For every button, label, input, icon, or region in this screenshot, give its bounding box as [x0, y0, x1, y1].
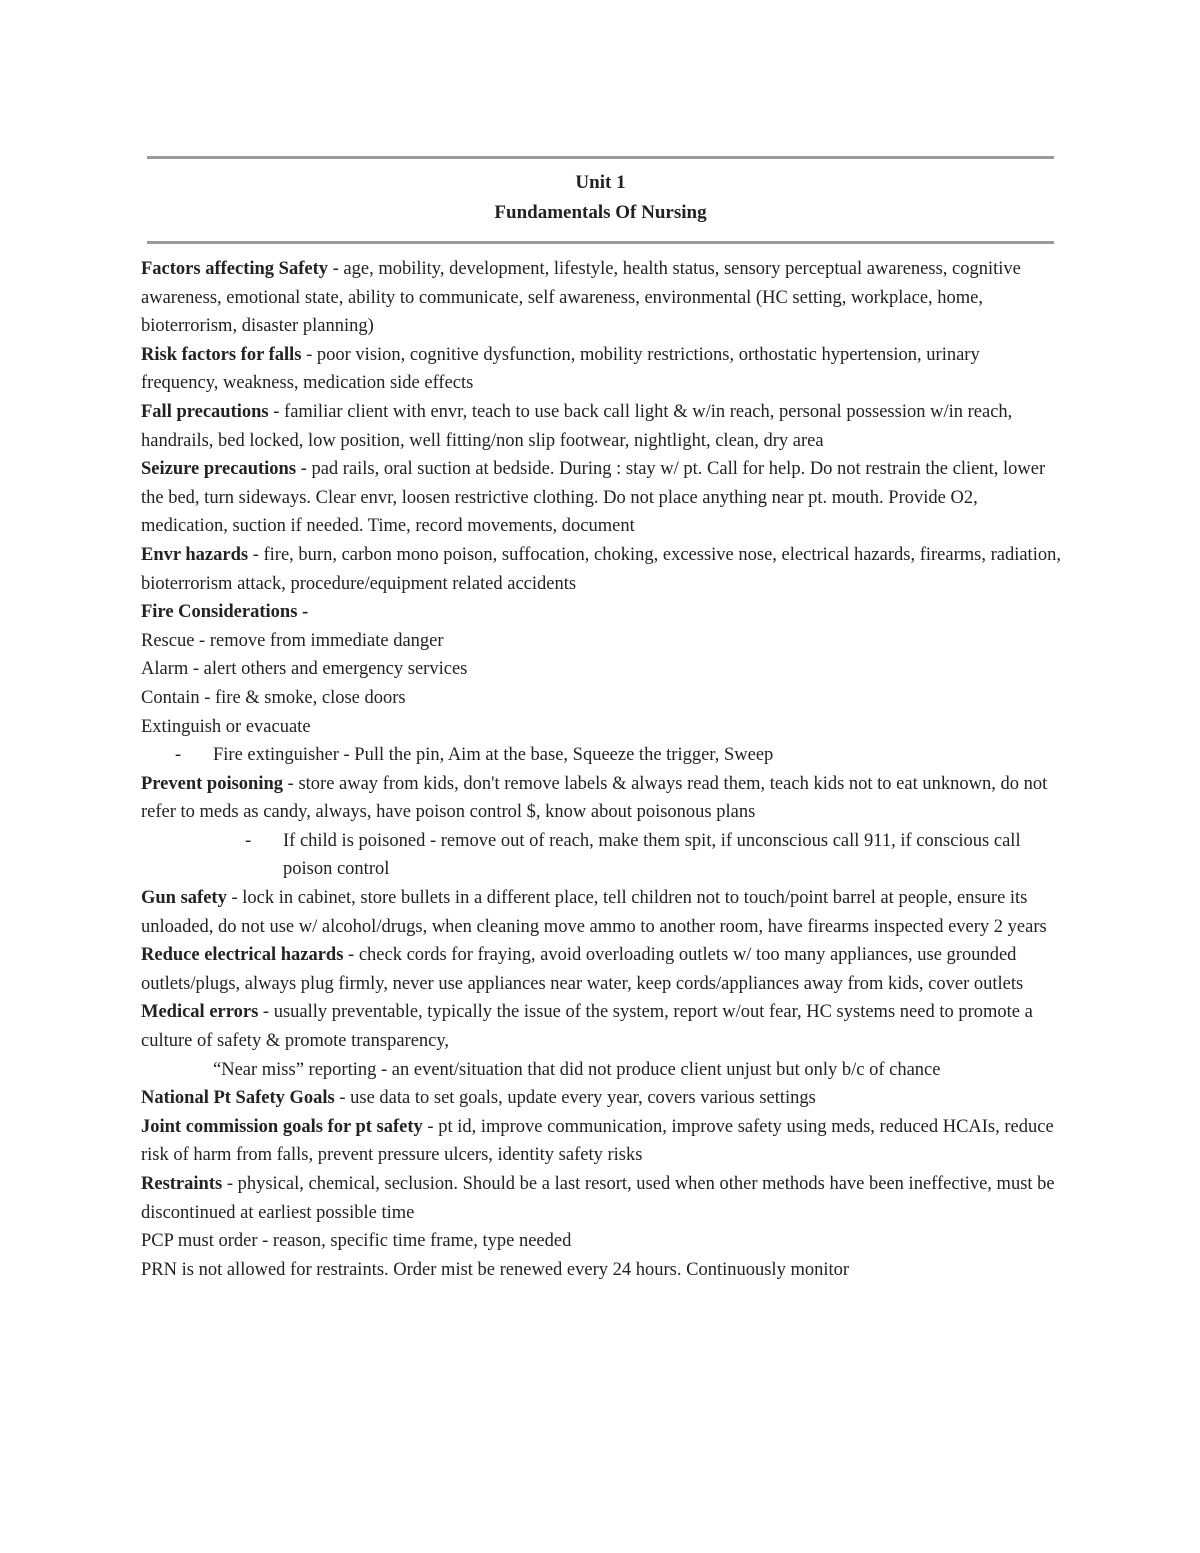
section-text: - store away from kids, don't remove labels & always read them, teach kids not to eat unknown, do not refer to meds as candy, always, have poison control $, know about poisonous plans	[141, 773, 1048, 823]
course-title: Fundamentals Of Nursing	[494, 202, 707, 223]
section-prevent-poisoning	[141, 770, 1061, 827]
section-term: Gun safety	[141, 888, 227, 909]
bullet-text: If child is poisoned - remove out of reach, make them spit, if unconscious call 911, if conscious call poison control	[283, 830, 1021, 880]
section-term: Prevent poisoning	[141, 773, 284, 794]
section-fire-considerations	[141, 598, 1061, 627]
bullet-text: Fire extinguisher - Pull the pin, Aim at the base, Squeeze the trigger, Sweep	[213, 745, 774, 766]
section-term: Joint commission goals for pt safety	[141, 1116, 423, 1137]
section-text: - check cords for fraying, avoid overloading outlets w/ too many appliances, use grounded outlets/plugs, always plug firmly, never use appliances near water, keep cords/appliances away from kids, cover outlets	[141, 945, 1024, 994]
near-miss-line: “Near miss” reporting - an event/situation that did not produce client unjust but only b/c of chance	[213, 1059, 941, 1080]
section-term: Medical errors	[141, 1002, 259, 1023]
section-term: Fire Considerations -	[141, 602, 309, 623]
bottom-divider	[147, 241, 1054, 244]
section-restraints	[141, 1170, 1061, 1227]
section-term: National Pt Safety Goals	[141, 1088, 335, 1109]
section-national-goals	[141, 1084, 1061, 1113]
section-text: - pad rails, oral suction at bedside. During : stay w/ pt. Call for help. Do not restrain the client, lower the bed, turn sideways. Clear envr, loosen restrictive clothing. Do not place anything near pt. mouth. Provide O2, medication, suction if needed. Time, record movements, document	[141, 459, 1046, 537]
section-text: - age, mobility, development, lifestyle, health status, sensory perceptual awareness, cognitive awareness, emotional state, ability to communicate, self awareness, environmental (HC setting, workplace, home, bioterrorism, disaster planning)	[141, 259, 1021, 337]
section-risk-falls	[141, 341, 1061, 398]
poisoned-child-bullet	[141, 827, 1061, 884]
closing-line-pcp: PCP must order - reason, specific time frame, type needed	[141, 1231, 572, 1252]
section-joint-commission	[141, 1113, 1061, 1170]
section-text: - poor vision, cognitive dysfunction, mobility restrictions, orthostatic hypertension, urinary frequency, weakness, medication side effects	[141, 344, 980, 394]
fire-line-contain: Contain - fire & smoke, close doors	[141, 687, 406, 708]
section-text: - pt id, improve communication, improve safety using meds, reduced HCAIs, reduce risk of harm from falls, prevent pressure ulcers, identity safety risks	[141, 1116, 1054, 1166]
section-text: - familiar client with envr, teach to use back call light & w/in reach, personal possession w/in reach, handrails, bed locked, low position, well fitting/non slip footwear, nightlight, clean, dry area	[141, 401, 1013, 451]
section-term: Seizure precautions	[141, 459, 297, 480]
section-term: Fall precautions	[141, 401, 269, 422]
bullet-dash: -	[245, 830, 252, 851]
section-text: - physical, chemical, seclusion. Should be a last resort, used when other methods have been ineffective, must be discontinued at earliest possible time	[141, 1174, 1055, 1223]
section-fall-precautions	[141, 398, 1061, 455]
section-gun-safety	[141, 884, 1061, 941]
unit-title: Unit 1	[575, 172, 626, 193]
fire-extinguisher-bullet	[141, 741, 1061, 770]
section-term: Risk factors for falls	[141, 344, 302, 365]
section-envr-hazards	[141, 541, 1061, 598]
section-text: - usually preventable, typically the issue of the system, report w/out fear, HC systems need to promote a culture of safety & promote transparency,	[141, 1002, 1033, 1052]
fire-line-extinguish: Extinguish or evacuate	[141, 716, 311, 737]
section-electrical-hazards	[141, 941, 1061, 998]
section-term: Reduce electrical hazards	[141, 945, 344, 966]
section-text: - use data to set goals, update every year, covers various settings	[334, 1088, 816, 1109]
fire-line-rescue: Rescue - remove from immediate danger	[141, 630, 444, 651]
section-text: - lock in cabinet, store bullets in a different place, tell children not to touch/point barrel at people, ensure its unloaded, do not use w/ alcohol/drugs, when cleaning move ammo to another room, have firearms inspected every 2 years	[141, 888, 1047, 937]
section-factors-safety	[141, 255, 1061, 341]
section-term: Envr hazards	[141, 544, 249, 565]
section-term: Restraints	[141, 1174, 223, 1194]
section-medical-errors	[141, 998, 1061, 1055]
closing-line-prn: PRN is not allowed for restraints. Order mist be renewed every 24 hours. Continuously monitor	[141, 1259, 850, 1280]
notes-body	[141, 255, 1061, 1284]
section-seizure-precautions	[141, 455, 1061, 541]
fire-line-alarm: Alarm - alert others and emergency services	[141, 659, 468, 680]
section-term: Factors affecting Safety	[141, 259, 328, 279]
bullet-dash: -	[175, 745, 182, 766]
section-text: - fire, burn, carbon mono poison, suffocation, choking, excessive nose, electrical hazards, firearms, radiation, bioterrorism attack, procedure/equipment related accidents	[141, 544, 1061, 594]
top-divider	[147, 156, 1054, 159]
